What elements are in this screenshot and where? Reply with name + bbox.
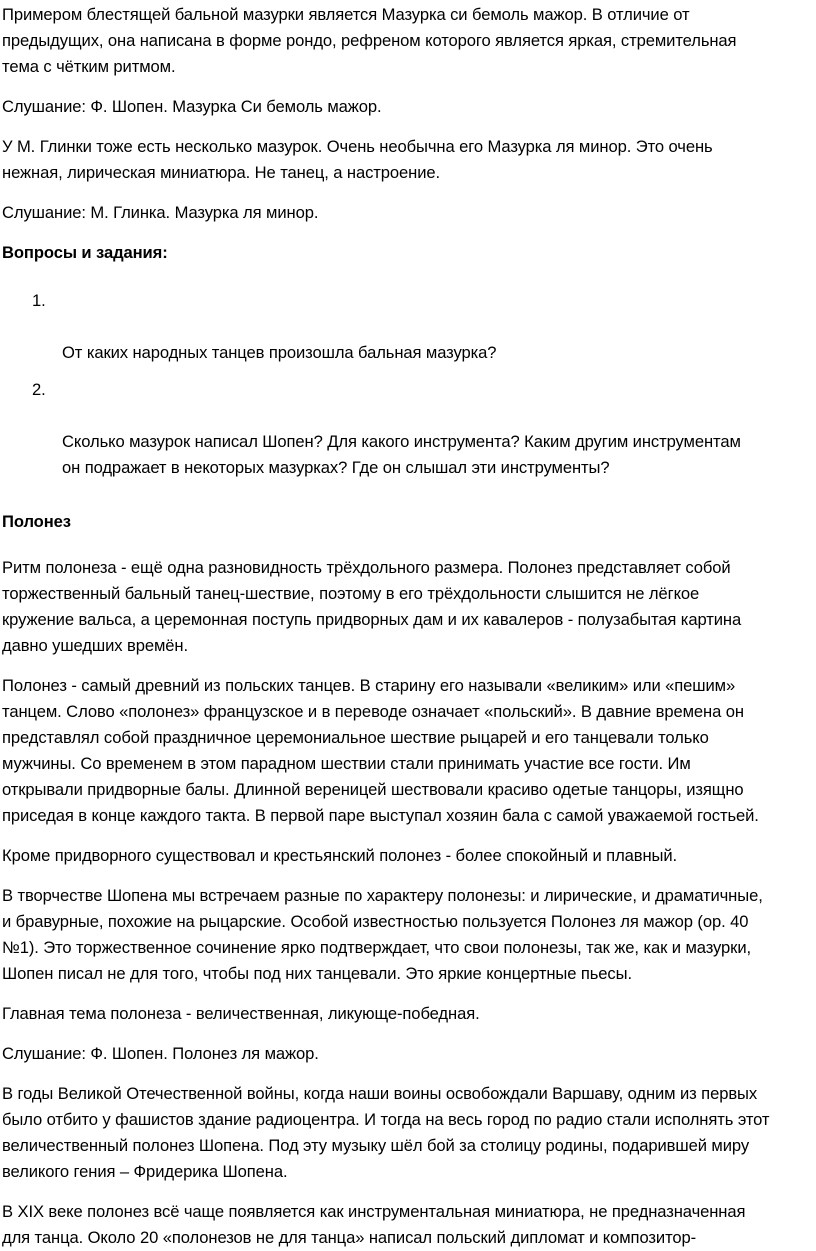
paragraph-chopin-polonezes: В творчестве Шопена мы встречаем разные по характеру полонезы: и лирические, и драматичные, и бравурные, похожие на рыцарские. Особой известностью пользуется Полонез ля мажор (ор. 40 №1). Это торжественное сочинение ярко подтверждает, что свои полонезы, так же, как и мазурки, Шопен писал не для того, чтобы под них танцевали. Это яркие концертные пьесы.	[2, 886, 763, 983]
paragraph-glinka-mazurkas: У М. Глинки тоже есть несколько мазурок. Очень необычна его Мазурка ля минор. Это очень нежная, лирическая миниатюра. Не танец, а настроение.	[2, 137, 713, 182]
listening-chopin-mazurka: Слушание: Ф. Шопен. Мазурка Си бемоль мажор.	[2, 97, 382, 116]
section-heading-polonez: Полонез	[2, 512, 71, 531]
paragraph-polonez-history: Полонез - самый древний из польских танцев. В старину его называли «великим» или «пешим» танцем. Слово «полонез» французское и в переводе означает «польский». В давние времена он представлял собой праздничное церемониальное шествие рыцарей и его танцевали только мужчины. Со временем в этом парадном шествии стали принимать участие все гости. Им открывали придворные балы. Длинной вереницей шествовали красиво одетые танцоры, изящно приседая в конце каждого такта. В первой паре выступал хозяин бала с самой уважаемой гостьей.	[2, 676, 759, 825]
paragraph-mazurka-b-flat: Примером блестящей бальной мазурки является Мазурка си бемоль мажор. В отличие от предыдущих, она написана в форме рондо, рефреном которого является яркая, стремительная тема с чётким ритмом.	[2, 5, 737, 76]
question-text: От каких народных танцев произошла бальная мазурка?	[62, 343, 497, 362]
question-number: 1.	[32, 291, 46, 310]
question-item	[2, 288, 816, 366]
paragraph-main-theme: Главная тема полонеза - величественная, ликующе-победная.	[2, 1004, 480, 1023]
question-number: 2.	[32, 380, 46, 399]
question-item	[2, 377, 816, 481]
questions-heading: Вопросы и задания:	[2, 243, 168, 262]
paragraph-peasant-polonez: Кроме придворного существовал и крестьянский полонез - более спокойный и плавный.	[2, 846, 678, 865]
listening-chopin-polonez: Слушание: Ф. Шопен. Полонез ля мажор.	[2, 1044, 319, 1063]
question-text: Сколько мазурок написал Шопен? Для какого инструмента? Каким другим инструментам он подражает в некоторых мазурках? Где он слышал эти инструменты?	[62, 432, 741, 477]
paragraph-polonez-rhythm: Ритм полонеза - ещё одна разновидность трёхдольного размера. Полонез представляет собой торжественный бальный танец-шествие, поэтому в его трёхдольности слышится не лёгкое кружение вальса, а церемонная поступь придворных дам и их кавалеров - полузабытая картина давно ушедших времён.	[2, 558, 742, 655]
listening-glinka-mazurka: Слушание: М. Глинка. Мазурка ля минор.	[2, 203, 319, 222]
questions-list	[2, 288, 816, 481]
paragraph-xix-century: В XIX веке полонез всё чаще появляется как инструментальная миниатюра, не предназначенная для танца. Около 20 «полонезов не для танца» написал польский дипломат и композитор-	[2, 1202, 746, 1247]
paragraph-warsaw: В годы Великой Отечественной войны, когда наши воины освобождали Варшаву, одним из первых было отбито у фашистов здание радиоцентра. И тогда на весь город по радио стали исполнять этот величественный полонез Шопена. Под эту музыку шёл бой за столицу родины, подарившей миру великого гения – Фридерика Шопена.	[2, 1084, 770, 1181]
